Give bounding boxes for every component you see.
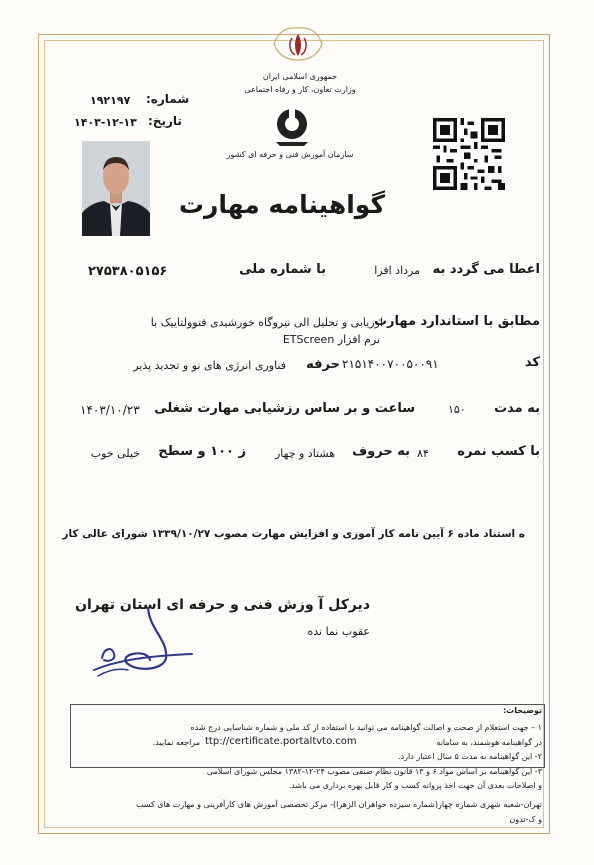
level-value: خیلی خوب — [90, 447, 140, 460]
standard-value-line2: نرم افزار ETScreen — [282, 333, 380, 346]
notes-line-2a: در گواهینامه هوشمند، به سامانه — [436, 738, 542, 747]
code-value: ۲۱۵۱۴۰۰۷۰۰۵۰۰۹۱ — [342, 357, 439, 371]
date-label: تاریخ: — [148, 114, 182, 128]
number-value: ۱۹۲۱۹۷ — [90, 94, 131, 107]
notes-line-3: ۲- این گواهینامه به مدت ۵ سال اعتبار دارد. — [398, 752, 542, 761]
letters-value: هشتاد و چهار — [274, 447, 335, 460]
national-id-value: ۲۷۵۳۸۰۵۱۵۶ — [88, 264, 168, 279]
duration-label: به مدت — [494, 401, 540, 416]
number-label: شماره: — [146, 92, 190, 106]
certificate-url: ttp://certificate.portaltvto.com — [205, 736, 357, 747]
certificate-title: گواهینامه مهارت — [178, 190, 385, 219]
notes-line-1: ۱ – جهت استعلام از صحت و اصالت گواهینامه می توانید با استفاده از کد ملی و شماره شناسایی درج شده — [190, 723, 542, 732]
profession-label: حرفه — [306, 357, 340, 372]
handwritten-signature — [88, 600, 198, 680]
notes-line-4: ۳- این گواهینامه بر اساس مواد ۶ و ۱۳ قانون نظام صنفی مصوب ۲۴-۱۲-۱۳۸۲ مجلس شورای اسلامی — [206, 767, 542, 776]
of-level-label: ز ۱۰۰ و سطح — [158, 444, 246, 459]
date-value: ۱۴۰۳-۱۲-۱۳ — [74, 116, 137, 129]
gov-line-1: جمهوری اسلامی ایران — [262, 72, 338, 81]
standard-label: مطابق با استاندارد مهارت — [373, 314, 540, 329]
iran-emblem-icon — [270, 24, 326, 64]
qr-code-icon — [433, 118, 505, 190]
legal-basis-text: ه استناد ماده ۶ آیین نامه کار آموزی و افزایش مهارت مصوب ۱۳۳۹/۱۰/۲۷ شورای عالی کار — [62, 528, 525, 540]
letters-label: به حروف — [352, 444, 410, 459]
profession-value: فناوری انرژی های نو و تجدید پذیر — [133, 359, 286, 372]
holder-photo — [82, 141, 150, 236]
signatory-name: عقوب نما نده — [307, 625, 370, 638]
footer-line-1: تهران-شعبه شهری شماره چهار(شماره سیزده خواهران الزهرا)- مرکز تخصصی آموزش های کارآفرینی و مهارت های کسب — [135, 800, 542, 809]
notes-line-2b: مراجعه نمایید. — [152, 738, 200, 747]
tvto-logo-icon — [268, 104, 316, 148]
national-id-label: با شماره ملی — [239, 262, 326, 277]
duration-value: ۱۵۰ — [448, 403, 466, 416]
org-name: سازمان آموزش فنی و حرفه ای کشور — [226, 150, 354, 159]
footer-line-2: و ک-تدون — [509, 815, 542, 824]
score-value: ۸۴ — [417, 447, 429, 460]
signatory-title: دیرکل آ وزش فنی و حرفه ای استان تهران — [75, 597, 370, 613]
code-label: کد — [524, 355, 540, 370]
hours-label: ساعت و بر ساس رزشیابی مهارت شغلی — [154, 401, 415, 416]
score-label: با کسب نمره — [457, 444, 540, 459]
standard-value: ارزیابی و تحلیل الی نیروگاه خورشیدی فتوولتاییک با — [150, 316, 383, 329]
hours-date: ۱۴۰۳/۱۰/۲۳ — [80, 403, 140, 417]
gov-line-2: وزارت تعاون، کار و رفاه اجتماعی — [244, 85, 356, 94]
awarded-label: اعطا می گردد به — [432, 262, 540, 277]
notes-heading: توضیحات: — [502, 706, 542, 715]
notes-line-5: و اصلاحات بعدی آن جهت اخذ پروانه کسب و کار قابل بهره برداری می باشد. — [288, 781, 542, 790]
awarded-value: مرداد افرا — [374, 264, 420, 277]
